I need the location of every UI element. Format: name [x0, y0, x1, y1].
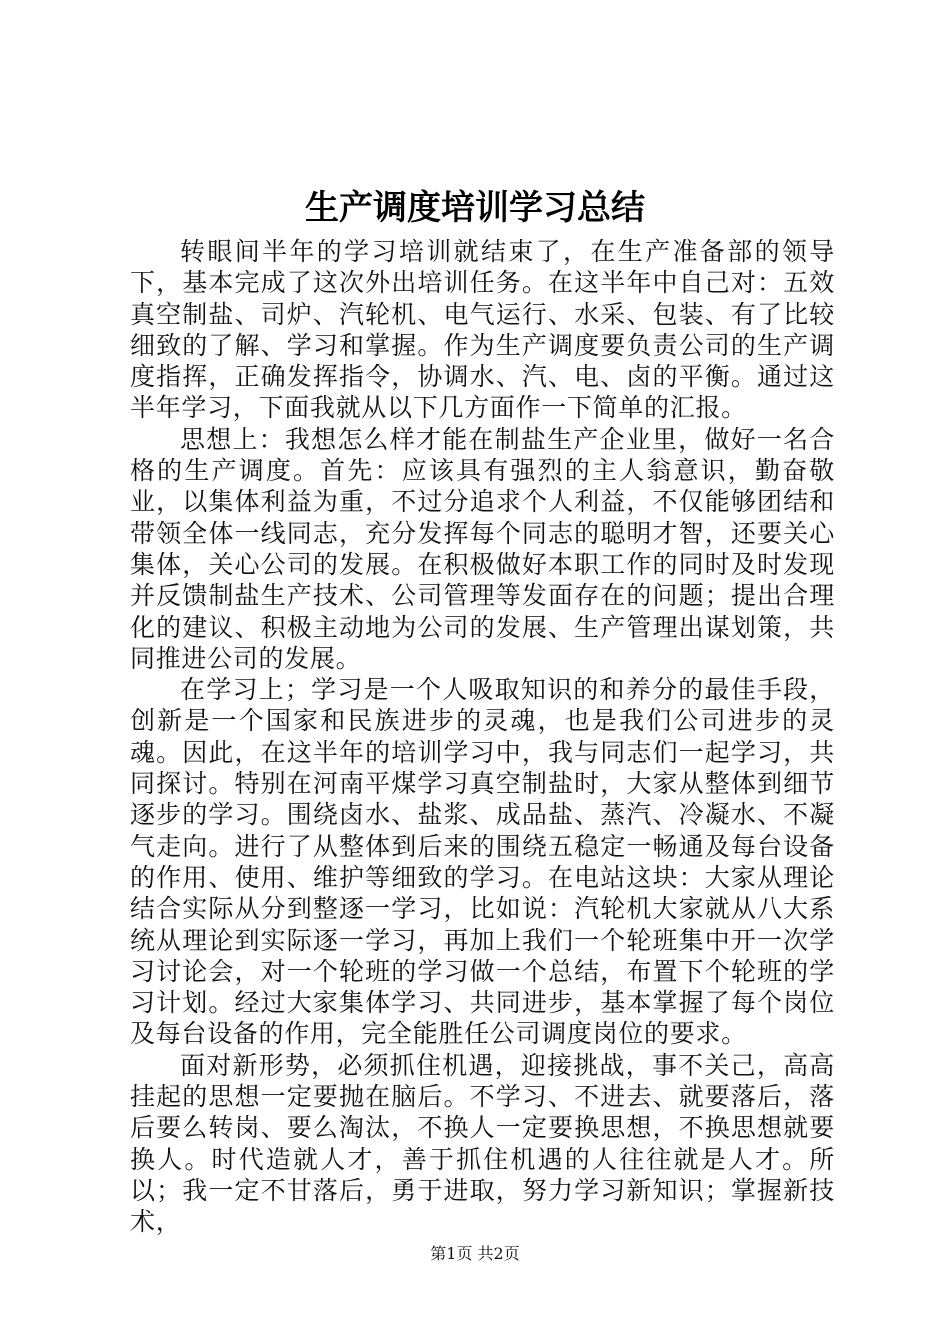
page-number-footer: 第1页 共2页	[430, 1244, 520, 1263]
document-body	[130, 236, 835, 1238]
paragraph-learning: 在学习上；学习是一个人吸取知识的和养分的最佳手段，创新是一个国家和民族进步的灵魂，也是我们公司进步的灵魂。因此，在这半年的培训学习中，我与同志们一起学习，共同探讨。特别在河南平煤学习真空制盐时，大家从整体到细节逐步的学习。围绕卤水、盐浆、成品盐、蒸汽、冷凝水、不凝气走向。进行了从整体到后来的围绕五稳定一畅通及每台设备的作用、使用、维护等细致的学习。在电站这块：大家从理论结合实际从分到整逐一学习，比如说：汽轮机大家就从八大系统从理论到实际逐一学习，再加上我们一个轮班集中开一次学习讨论会，对一个轮班的学习做一个总结，布置下个轮班的学习计划。经过大家集体学习、共同进步，基本掌握了每个岗位及每台设备的作用，完全能胜任公司调度岗位的要求。	[130, 675, 835, 1049]
paragraph-thinking: 思想上：我想怎么样才能在制盐生产企业里，做好一名合格的生产调度。首先：应该具有强烈的主人翁意识，勤奋敬业，以集体利益为重，不过分追求个人利益，不仅能够团结和带领全体一线同志，充分发挥每个同志的聪明才智，还要关心集体，关心公司的发展。在积极做好本职工作的同时及时发现并反馈制盐生产技术、公司管理等发面存在的问题；提出合理化的建议、积极主动地为公司的发展、生产管理出谋划策，共同推进公司的发展。	[130, 424, 835, 673]
paragraph-new-situation: 面对新形势，必须抓住机遇，迎接挑战，事不关己，高高挂起的思想一定要抛在脑后。不学习、不进去、就要落后，落后要么转岗、要么淘汰，不换人一定要换思想，不换思想就要换人。时代造就人才，善于抓住机遇的人往往就是人才。所以；我一定不甘落后，勇于进取，努力学习新知识；掌握新技术，	[130, 1050, 835, 1237]
document-title: 生产调度培训学习总结	[305, 188, 645, 228]
paragraph-intro: 转眼间半年的学习培训就结束了，在生产准备部的领导下，基本完成了这次外出培训任务。在这半年中自己对：五效真空制盐、司炉、汽轮机、电气运行、水采、包装、有了比较细致的了解、学习和掌握。作为生产调度要负责公司的生产调度指挥，正确发挥指令，协调水、汽、电、卤的平衡。通过这半年学习，下面我就从以下几方面作一下简单的汇报。	[130, 237, 835, 423]
